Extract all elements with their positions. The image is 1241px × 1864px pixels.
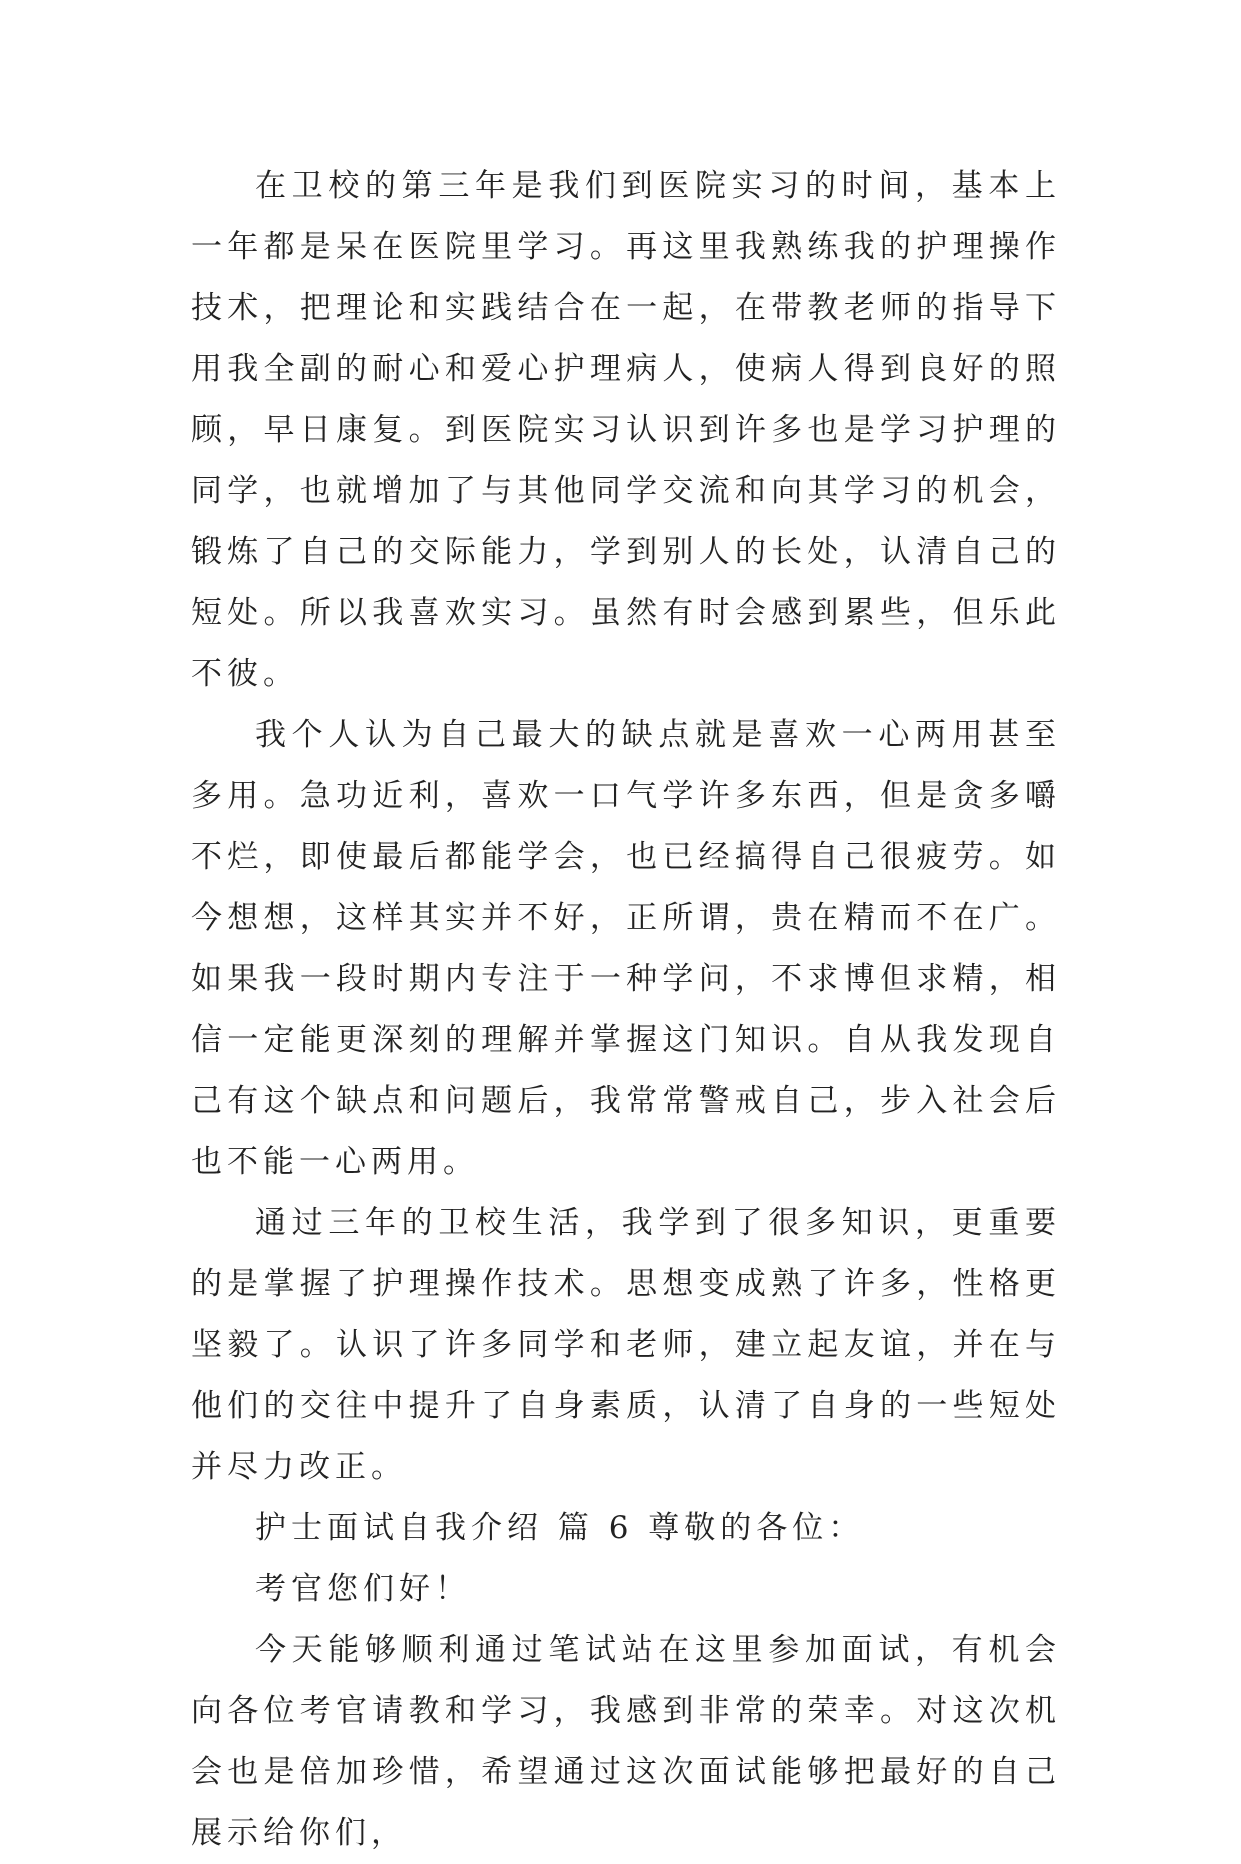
greeting-line: 考官您们好！ <box>255 1571 471 1607</box>
section-heading: 护士面试自我介绍 篇 6 尊敬的各位： <box>255 1510 865 1546</box>
paragraph-internship: 在卫校的第三年是我们到医院实习的时间，基本上一年都是呆在医院里学习。再这里我熟练我的护理操作技术，把理论和实践结合在一起，在带教老师的指导下用我全副的耐心和爱心护理病人，使病人得到良好的照顾，早日康复。到医院实习认识到许多也是学习护理的同学，也就增加了与其他同学交流和向其学习的机会，锻炼了自己的交际能力，学到别人的长处，认清自己的短处。所以我喜欢实习。虽然有时会感到累些，但乐此不彼。 <box>191 168 1061 692</box>
document-body <box>191 156 1061 1864</box>
paragraph-opening: 今天能够顺利通过笔试站在这里参加面试，有机会向各位考官请教和学习，我感到非常的荣幸。对这次机会也是倍加珍惜，希望通过这次面试能够把最好的自己展示给你们， <box>191 1632 1061 1851</box>
paragraph-summary: 通过三年的卫校生活，我学到了很多知识，更重要的是掌握了护理操作技术。思想变成熟了许多，性格更坚毅了。认识了许多同学和老师，建立起友谊，并在与他们的交往中提升了自身素质，认清了自身的一些短处并尽力改正。 <box>191 1205 1061 1485</box>
paragraph-weakness: 我个人认为自己最大的缺点就是喜欢一心两用甚至多用。急功近利，喜欢一口气学许多东西，但是贪多嚼不烂，即使最后都能学会，也已经搞得自己很疲劳。如今想想，这样其实并不好，正所谓，贵在精而不在广。如果我一段时期内专注于一种学问，不求博但求精，相信一定能更深刻的理解并掌握这门知识。自从我发现自己有这个缺点和问题后，我常常警戒自己，步入社会后也不能一心两用。 <box>191 717 1061 1180</box>
